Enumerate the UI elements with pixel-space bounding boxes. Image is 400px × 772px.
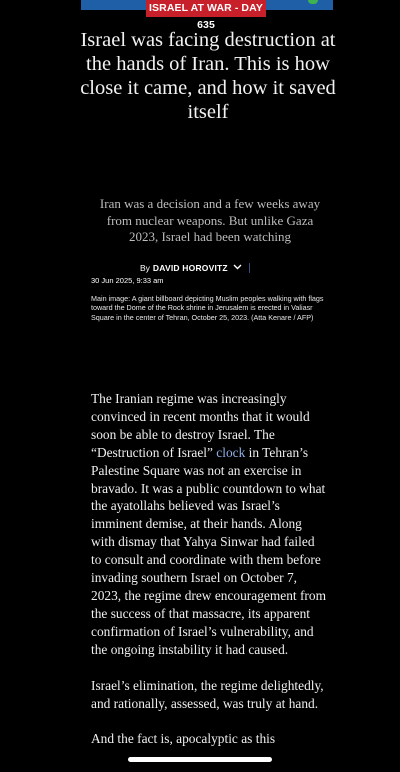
byline[interactable] — [140, 261, 250, 275]
byline-prefix: By — [140, 263, 150, 273]
clock-link[interactable]: clock — [216, 444, 246, 460]
article-standfirst: Iran was a decision and a few weeks away from nuclear weapons. But unlike Gaza 2023, Israel had been watching — [99, 196, 321, 244]
paragraph-1-text-a: The Iranian regime was increasingly convinced in recent months that it would soon be able to destroy Israel. The “Destruction of Israel” — [91, 391, 310, 460]
home-indicator[interactable] — [128, 757, 272, 762]
image-caption: Main image: A giant billboard depicting Muslim peoples walking with flags toward the Dome of the Rock shrine in Jerusalem is erected in Valiasr Square in the center of Tehran, October 25, 2023. (Atta Kenare / AFP) — [91, 294, 324, 322]
article-body — [91, 390, 327, 766]
publish-date: 30 Jun 2025, 9:33 am — [91, 276, 164, 285]
chevron-down-icon[interactable] — [233, 261, 242, 275]
war-day-label[interactable]: ISRAEL AT WAR - DAY 635 — [146, 0, 266, 17]
paragraph-1 — [91, 390, 327, 659]
article-headline: Israel was facing destruction at the hands of Iran. This is how close it came, and how it saved itself — [80, 29, 336, 123]
paragraph-3: And the fact is, apocalyptic as this — [91, 731, 276, 747]
byline-divider — [249, 263, 250, 273]
paragraph-2: Israel’s elimination, the regime delightedly, and rationally, assessed, was truly at hand. — [91, 677, 324, 711]
author-name[interactable]: DAVID HOROVITZ — [152, 263, 228, 273]
paragraph-1-text-b: in Tehran’s Palestine Square was not an exercise in bravado. It was a public countdown to what the ayatollahs believed was Israel’s imminent demise, at their hands. Along with dismay that Yahya Sinwar had failed to consult and coordinate with them before invading southern Israel on October 7, 2023, the regime drew encouragement from the success of that massacre, its apparent confirmation of Israel’s vulnerability, and the ongoing instability it had caused. — [91, 444, 326, 657]
